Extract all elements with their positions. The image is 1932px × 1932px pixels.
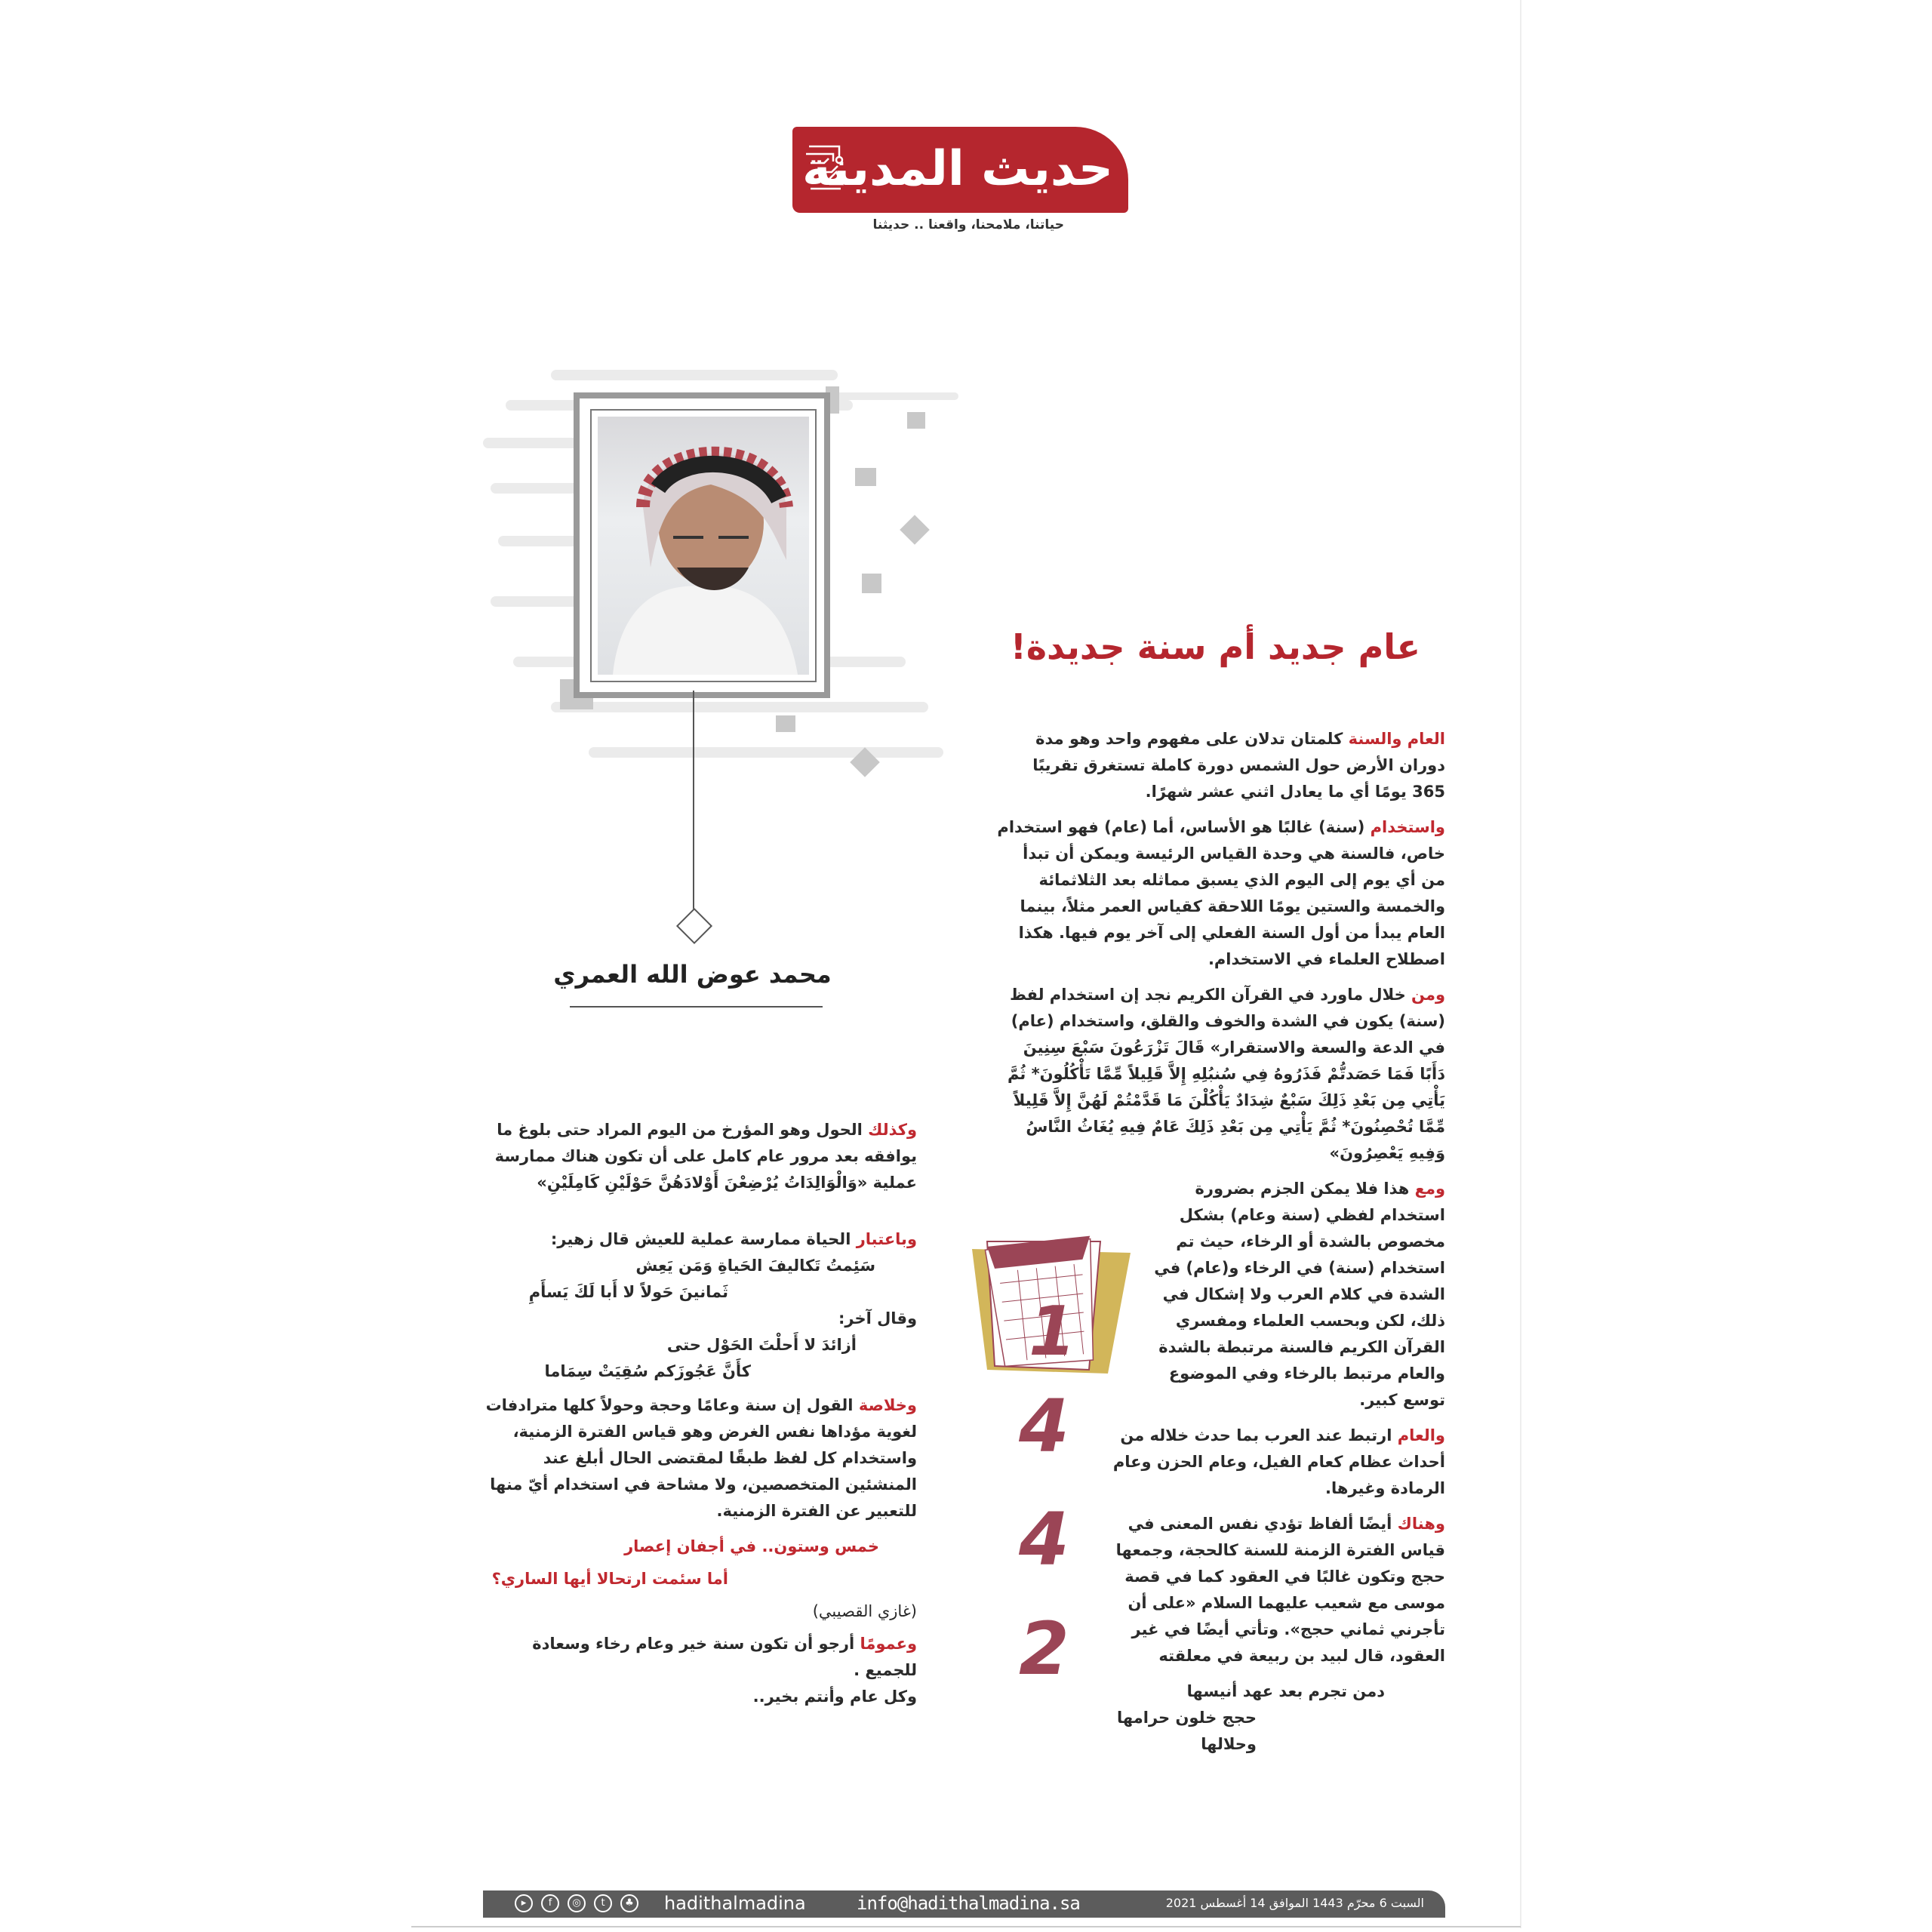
article-title: عام جديد أم سنة جديدة! bbox=[1010, 626, 1420, 667]
year-digit: 4 bbox=[1019, 1497, 1069, 1582]
paragraph-lead: والعام bbox=[1397, 1426, 1445, 1444]
closing-line: وكل عام وأنتم بخير.. bbox=[752, 1687, 917, 1706]
paragraph-lead: العام والسنة bbox=[1348, 730, 1445, 748]
paragraph-text: كلمتان تدلان على مفهوم واحد وهو مدة دوران الأرض حول الشمس دورة كاملة تستغرق تقريبًا 365 يومًا أي ما يعادل اثني عشر شهرًا. bbox=[1032, 730, 1445, 801]
verse-line: سَئِمتُ تَكاليفَ الحَياةِ وَمَن يَعِش bbox=[635, 1257, 875, 1275]
diamond-ornament bbox=[676, 908, 712, 944]
circuit-icon bbox=[803, 143, 850, 196]
paragraph-text: ارتبط عند العرب بما حدث خلاله من أحداث عظام كعام الفيل، وعام الحزن وعام الرمادة وغيرها. bbox=[1112, 1426, 1445, 1497]
paragraph-text: أرجو أن تكون سنة خير وعام رخاء وسعادة للجميع . bbox=[532, 1635, 917, 1679]
footer-bar bbox=[483, 1890, 1445, 1918]
verse-line: أزائدَ لا أَحلْتَ الحَوْل حتى bbox=[666, 1336, 857, 1354]
paragraph bbox=[483, 1226, 917, 1253]
issue-date: السبت 6 محرّم 1443 الموافق 14 أغسطس 2021 bbox=[1165, 1896, 1424, 1910]
paragraph-text: القول إن سنة وعامًا وحجة وحولاً كلها مترادفات لغوية مؤداها نفس الغرض وهو قياس الفترة الزمنية، واستخدام كل لفظ طبقًا لمقتضى الحال أبلغ عند المنشئين المتخصصين، ولا مشاحة في استخدام أيّ منها للتعبير عن الفترة الزمنية. bbox=[485, 1396, 917, 1520]
paragraph bbox=[995, 982, 1445, 1167]
paragraph-lead: وهناك bbox=[1397, 1515, 1445, 1533]
paragraph-text: الحياة ممارسة عملية للعيش قال زهير: bbox=[550, 1230, 857, 1248]
verse-line: حجج خلون حرامها وحلالها bbox=[1117, 1709, 1257, 1753]
paragraph-text: خلال ماورد في القرآن الكريم نجد إن استخدام لفظ (سنة) يكون في الشدة والخوف والقلق، واستخدام (عام) في الدعة والسعة والاستقرار» قَالَ تَزْرَعُونَ سَبْعَ سِنِينَ دَأَبًا فَمَا حَصَدتُّمْ فَذَرُوهُ فِي سُنبُلِهِ إِلاَّ قَلِيلاً مِّمَّا تَأْكُلُونَ* ثُمَّ يَأْتِي مِن بَعْدِ ذَلِكَ سَبْعٌ شِدَادٌ يَأْكُلْنَ مَا قَدَّمْتُمْ لَهُنَّ إِلاَّ قَلِيلاً مِّمَّا تُحْصِنُونَ* ثُمَّ يَأْتِي مِن بَعْدِ ذَلِكَ عَامٌ فِيهِ يُغَاثُ النَّاسُ وَفِيهِ يَعْصِرُونَ» bbox=[1007, 986, 1445, 1162]
paragraph bbox=[1146, 1176, 1445, 1414]
paragraph-lead: وكذلك bbox=[868, 1121, 917, 1139]
paragraph-lead: وخلاصة bbox=[858, 1396, 917, 1414]
twitter-icon[interactable]: t bbox=[594, 1894, 612, 1912]
email-link[interactable]: info@hadithalmadina.sa bbox=[857, 1893, 1080, 1914]
decor-square bbox=[776, 715, 795, 732]
paragraph bbox=[995, 726, 1445, 805]
paragraph bbox=[995, 814, 1445, 973]
paragraph-text: الحول وهو المؤرخ من اليوم المراد حتى بلوغ ما يوافقه بعد مرور عام كامل على أن تكون هناك ممارسة عملية «وَالْوَالِدَاتُ يُرْضِعْنَ أَوْلادَهُنَّ حَوْلَيْنِ كَامِلَيْنِ» bbox=[494, 1121, 917, 1192]
verse-intro: وقال آخر: bbox=[838, 1309, 917, 1327]
decor-square bbox=[855, 468, 876, 486]
paragraph-lead: وعمومًا bbox=[860, 1635, 917, 1653]
youtube-icon[interactable]: ▸ bbox=[515, 1894, 533, 1912]
paragraph bbox=[483, 1117, 917, 1196]
logo-text: حديث المدينة bbox=[802, 141, 1113, 197]
paragraph-text: (سنة) غالبًا هو الأساس، أما (عام) فهو استخدام خاص، فالسنة هي وحدة القياس الرئيسة ويمكن أن تبدأ من أي يوم إلى اليوم الذي يسبق مماثله بعد الثلاثمائة والخمسة والستين يومًا اللاحقة كقياس العمر مثلاً، بينما العام يبدأ من أول السنة الفعلي إلى آخر يوم فيها. هكذا اصطلاح العلماء في الاستخدام. bbox=[997, 818, 1445, 968]
snapchat-icon[interactable]: ♣ bbox=[620, 1894, 638, 1912]
quote-author: (غازي القصيبي) bbox=[812, 1602, 917, 1620]
page-edge bbox=[1520, 0, 1521, 1928]
quote-line: خمس وستون.. في أجفان إعصار bbox=[624, 1537, 879, 1555]
author-name: محمد عوض الله العمري bbox=[553, 960, 832, 989]
social-handle[interactable]: hadithalmadina bbox=[664, 1893, 806, 1914]
paragraph-lead: ومع bbox=[1414, 1180, 1445, 1198]
year-digit: 2 bbox=[1019, 1607, 1069, 1691]
paragraph-lead: وباعتبار bbox=[856, 1230, 917, 1248]
paragraph bbox=[483, 1392, 917, 1524]
verse-line: كأَنَّ عَجُوزَكم سُقِيَتْ سِمَاما bbox=[544, 1362, 751, 1380]
paragraph bbox=[483, 1631, 917, 1684]
left-column bbox=[483, 1117, 917, 1710]
instagram-icon[interactable]: ◎ bbox=[568, 1894, 586, 1912]
right-column bbox=[995, 726, 1445, 1758]
brand-logo bbox=[792, 127, 1128, 213]
paragraph-lead: واستخدام bbox=[1370, 818, 1445, 836]
quote-line: أما سئمت ارتحالا أيها الساري؟ bbox=[491, 1570, 728, 1588]
verse-line: ثَمانينَ حَولاً لا أَبا لَكَ يَسأَمِ bbox=[528, 1283, 728, 1301]
paragraph-lead: ومن bbox=[1411, 986, 1445, 1004]
paragraph bbox=[1089, 1511, 1445, 1669]
verse-line: دمن تجرم بعد عهد أنيسها bbox=[1186, 1682, 1385, 1700]
decor-square bbox=[907, 412, 925, 429]
year-digit: 4 bbox=[1019, 1384, 1069, 1469]
brand-tagline: حياتنا، ملامحنا، واقعنا .. حديثنا bbox=[872, 217, 1064, 232]
calendar-digit: 1 bbox=[1029, 1292, 1076, 1371]
right-column-lower bbox=[995, 1423, 1445, 1758]
decor-square bbox=[862, 574, 881, 593]
page-edge bbox=[411, 1926, 1521, 1927]
paragraph-text: هذا فلا يمكن الجزم بضرورة استخدام لفظي (سنة وعام) بشكل مخصوص بالشدة أو الرخاء، حيث تم استخدام (سنة) في الرخاء و(عام) في الشدة في كلام العرب ولا إشكال في ذلك، لكن وبحسب العلماء ومفسري القرآن الكريم فالسنة مرتبطة بالشدة والعام مرتبط بالرخاء وفي الموضوع توسع كبير. bbox=[1154, 1180, 1445, 1409]
facebook-icon[interactable]: f bbox=[541, 1894, 559, 1912]
right-column-narrow bbox=[995, 1176, 1445, 1414]
connector-line bbox=[693, 691, 694, 909]
author-underline bbox=[570, 1006, 823, 1008]
paragraph bbox=[1089, 1423, 1445, 1502]
author-photo bbox=[598, 417, 809, 675]
paragraph-text: أيضًا ألفاظ تؤدي نفس المعنى في قياس الفترة الزمنة للسنة كالحجة، وجمعها حجج وتكون غالبًا في العقود كما في قصة موسى مع شعيب عليهما السلام «على أن تأجرني ثماني حجج». وتأتي أيضًا في غير العقود، قال لبيد بن ربيعة في معلقته bbox=[1115, 1515, 1445, 1665]
